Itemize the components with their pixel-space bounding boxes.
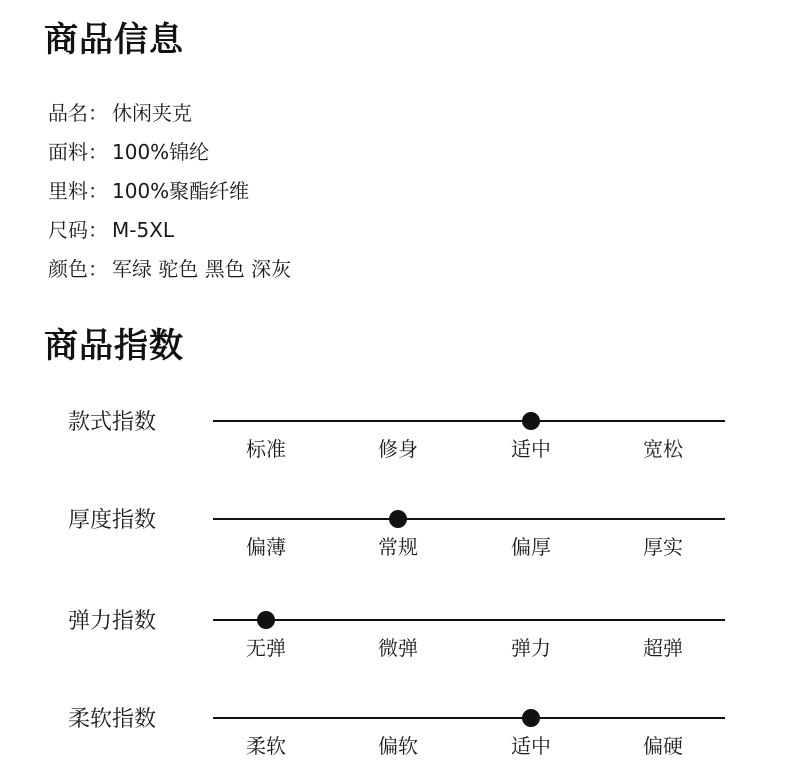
index-name: 柔软指数: [68, 707, 157, 732]
index-marker: [389, 510, 407, 528]
index-option: 厚实: [643, 535, 683, 559]
info-row-size: [48, 215, 291, 254]
info-row-lining: [48, 176, 291, 215]
product-info-list: [48, 98, 291, 293]
index-option: 偏厚: [511, 535, 551, 559]
index-row-softness: [0, 692, 790, 762]
index-name: 厚度指数: [68, 508, 157, 533]
index-option: 弹力: [511, 636, 551, 660]
index-option: 微弹: [378, 636, 418, 660]
info-label: 里料：: [48, 179, 108, 203]
info-label: 品名：: [48, 101, 108, 125]
index-option: 修身: [378, 437, 418, 461]
index-option: 偏硬: [643, 734, 683, 758]
index-option: 偏软: [378, 734, 418, 758]
info-value: 100%聚酯纤维: [112, 179, 250, 203]
index-scale-line: [213, 717, 725, 719]
info-row-name: [48, 98, 291, 137]
index-option: 偏薄: [246, 535, 286, 559]
info-value: M-5XL: [112, 218, 175, 242]
info-label: 面料：: [48, 140, 108, 164]
index-option: 无弹: [246, 636, 286, 660]
index-marker: [522, 412, 540, 430]
index-name: 弹力指数: [68, 609, 157, 634]
index-option: 宽松: [643, 437, 683, 461]
index-scale-line: [213, 518, 725, 520]
info-row-color: [48, 254, 291, 293]
index-name: 款式指数: [68, 410, 157, 435]
product-info-title: 商品信息: [44, 20, 184, 60]
index-option: 适中: [511, 437, 551, 461]
product-index-title: 商品指数: [44, 326, 184, 366]
info-value: 军绿 驼色 黑色 深灰: [112, 257, 292, 281]
index-option: 适中: [511, 734, 551, 758]
info-row-fabric: [48, 137, 291, 176]
index-option: 超弹: [643, 636, 683, 660]
index-row-thickness: [0, 493, 790, 563]
index-row-style: [0, 395, 790, 465]
index-option: 常规: [378, 535, 418, 559]
index-option: 柔软: [246, 734, 286, 758]
index-option: 标准: [246, 437, 286, 461]
info-value: 100%锦纶: [112, 140, 210, 164]
index-marker: [522, 709, 540, 727]
index-scale-line: [213, 420, 725, 422]
index-scale-line: [213, 619, 725, 621]
info-label: 颜色：: [48, 257, 108, 281]
index-marker: [257, 611, 275, 629]
info-value: 休闲夹克: [112, 101, 192, 125]
info-label: 尺码：: [48, 218, 108, 242]
index-row-elasticity: [0, 594, 790, 664]
